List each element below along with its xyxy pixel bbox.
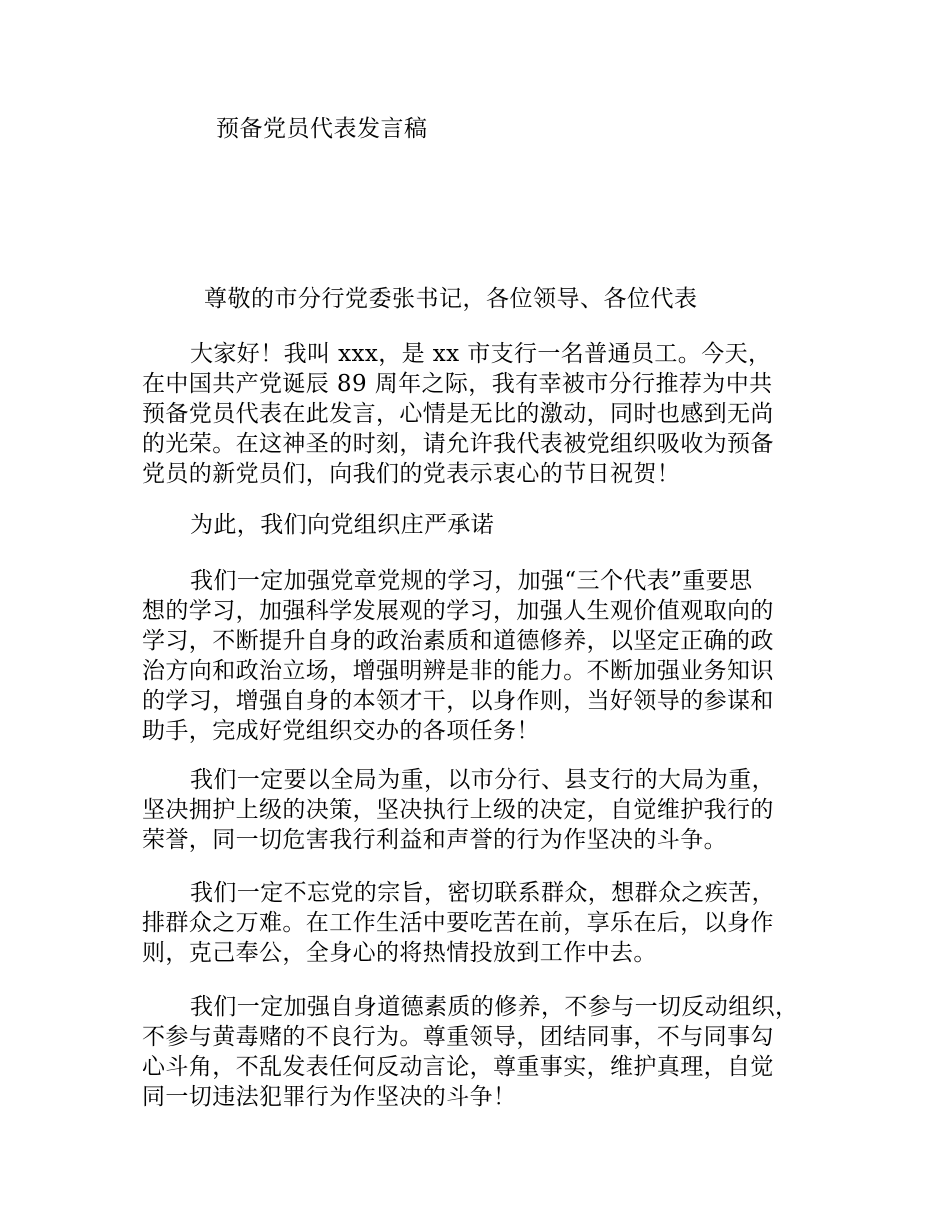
paragraph-line: 坚决拥护上级的决策，坚决执行上级的决定，自觉维护我行的	[142, 797, 774, 823]
paragraph-line: 在中国共产党诞辰 89 周年之际，我有幸被市分行推荐为中共	[142, 371, 773, 397]
paragraph-line: 助手，完成好党组织交办的各项任务！	[142, 718, 540, 744]
paragraph-line: 我们一定不忘党的宗旨，密切联系群众，想群众之疾苦，	[190, 880, 775, 906]
paragraph-line: 想的学习，加强科学发展观的学习，加强人生观价值观取向的	[142, 598, 774, 624]
document-title: 预备党员代表发言稿	[216, 116, 428, 142]
paragraph-line: 不参与黄毒赌的不良行为。尊重领导，团结同事，不与同事勾	[142, 1024, 774, 1050]
paragraph-greeting	[142, 339, 822, 489]
paragraph-line: 的光荣。在这神圣的时刻，请允许我代表被党组织吸收为预备	[142, 431, 774, 457]
paragraph-line: 排群众之万难。在工作生活中要吃苦在前，享乐在后，以身作	[142, 910, 774, 936]
paragraph-commitment-study	[142, 566, 822, 746]
paragraph-line: 学习，不断提升自身的政治素质和道德修养，以坚定正确的政	[142, 628, 774, 654]
paragraph-commitment-overall	[142, 765, 822, 855]
paragraph-commitment-morality	[142, 992, 822, 1112]
paragraph-line: 心斗角，不乱发表任何反动言论，尊重事实，维护真理，自觉	[142, 1054, 774, 1080]
paragraph-line: 治方向和政治立场，增强明辨是非的能力。不断加强业务知识	[142, 658, 774, 684]
paragraph-commitment-intro	[142, 510, 822, 540]
paragraph-commitment-masses	[142, 878, 822, 968]
paragraph-line: 我们一定要以全局为重，以市分行、县支行的大局为重，	[190, 767, 775, 793]
paragraph-line: 荣誉，同一切危害我行利益和声誉的行为作坚决的斗争。	[142, 827, 727, 853]
paragraph-line: 同一切违法犯罪行为作坚决的斗争！	[142, 1084, 517, 1110]
paragraph-line: 党员的新党员们，向我们的党表示衷心的节日祝贺！	[142, 461, 681, 487]
paragraph-line: 预备党员代表在此发言，心情是无比的激动，同时也感到无尚	[142, 401, 774, 427]
salutation: 尊敬的市分行党委张书记，各位领导、各位代表	[204, 286, 698, 312]
paragraph-line: 我们一定加强自身道德素质的修养，不参与一切反动组织，	[190, 994, 799, 1020]
paragraph-line: 的学习，增强自身的本领才干，以身作则，当好领导的参谋和	[142, 688, 774, 714]
paragraph-line: 则，克己奉公，全身心的将热情投放到工作中去。	[142, 940, 657, 966]
paragraph-line: 我们一定加强党章党规的学习，加强“三个代表”重要思	[190, 568, 753, 594]
paragraph-line: 为此，我们向党组织庄严承诺	[190, 512, 495, 538]
paragraph-line: 大家好！我叫 xxx，是 xx 市支行一名普通员工。今天，	[190, 341, 772, 367]
